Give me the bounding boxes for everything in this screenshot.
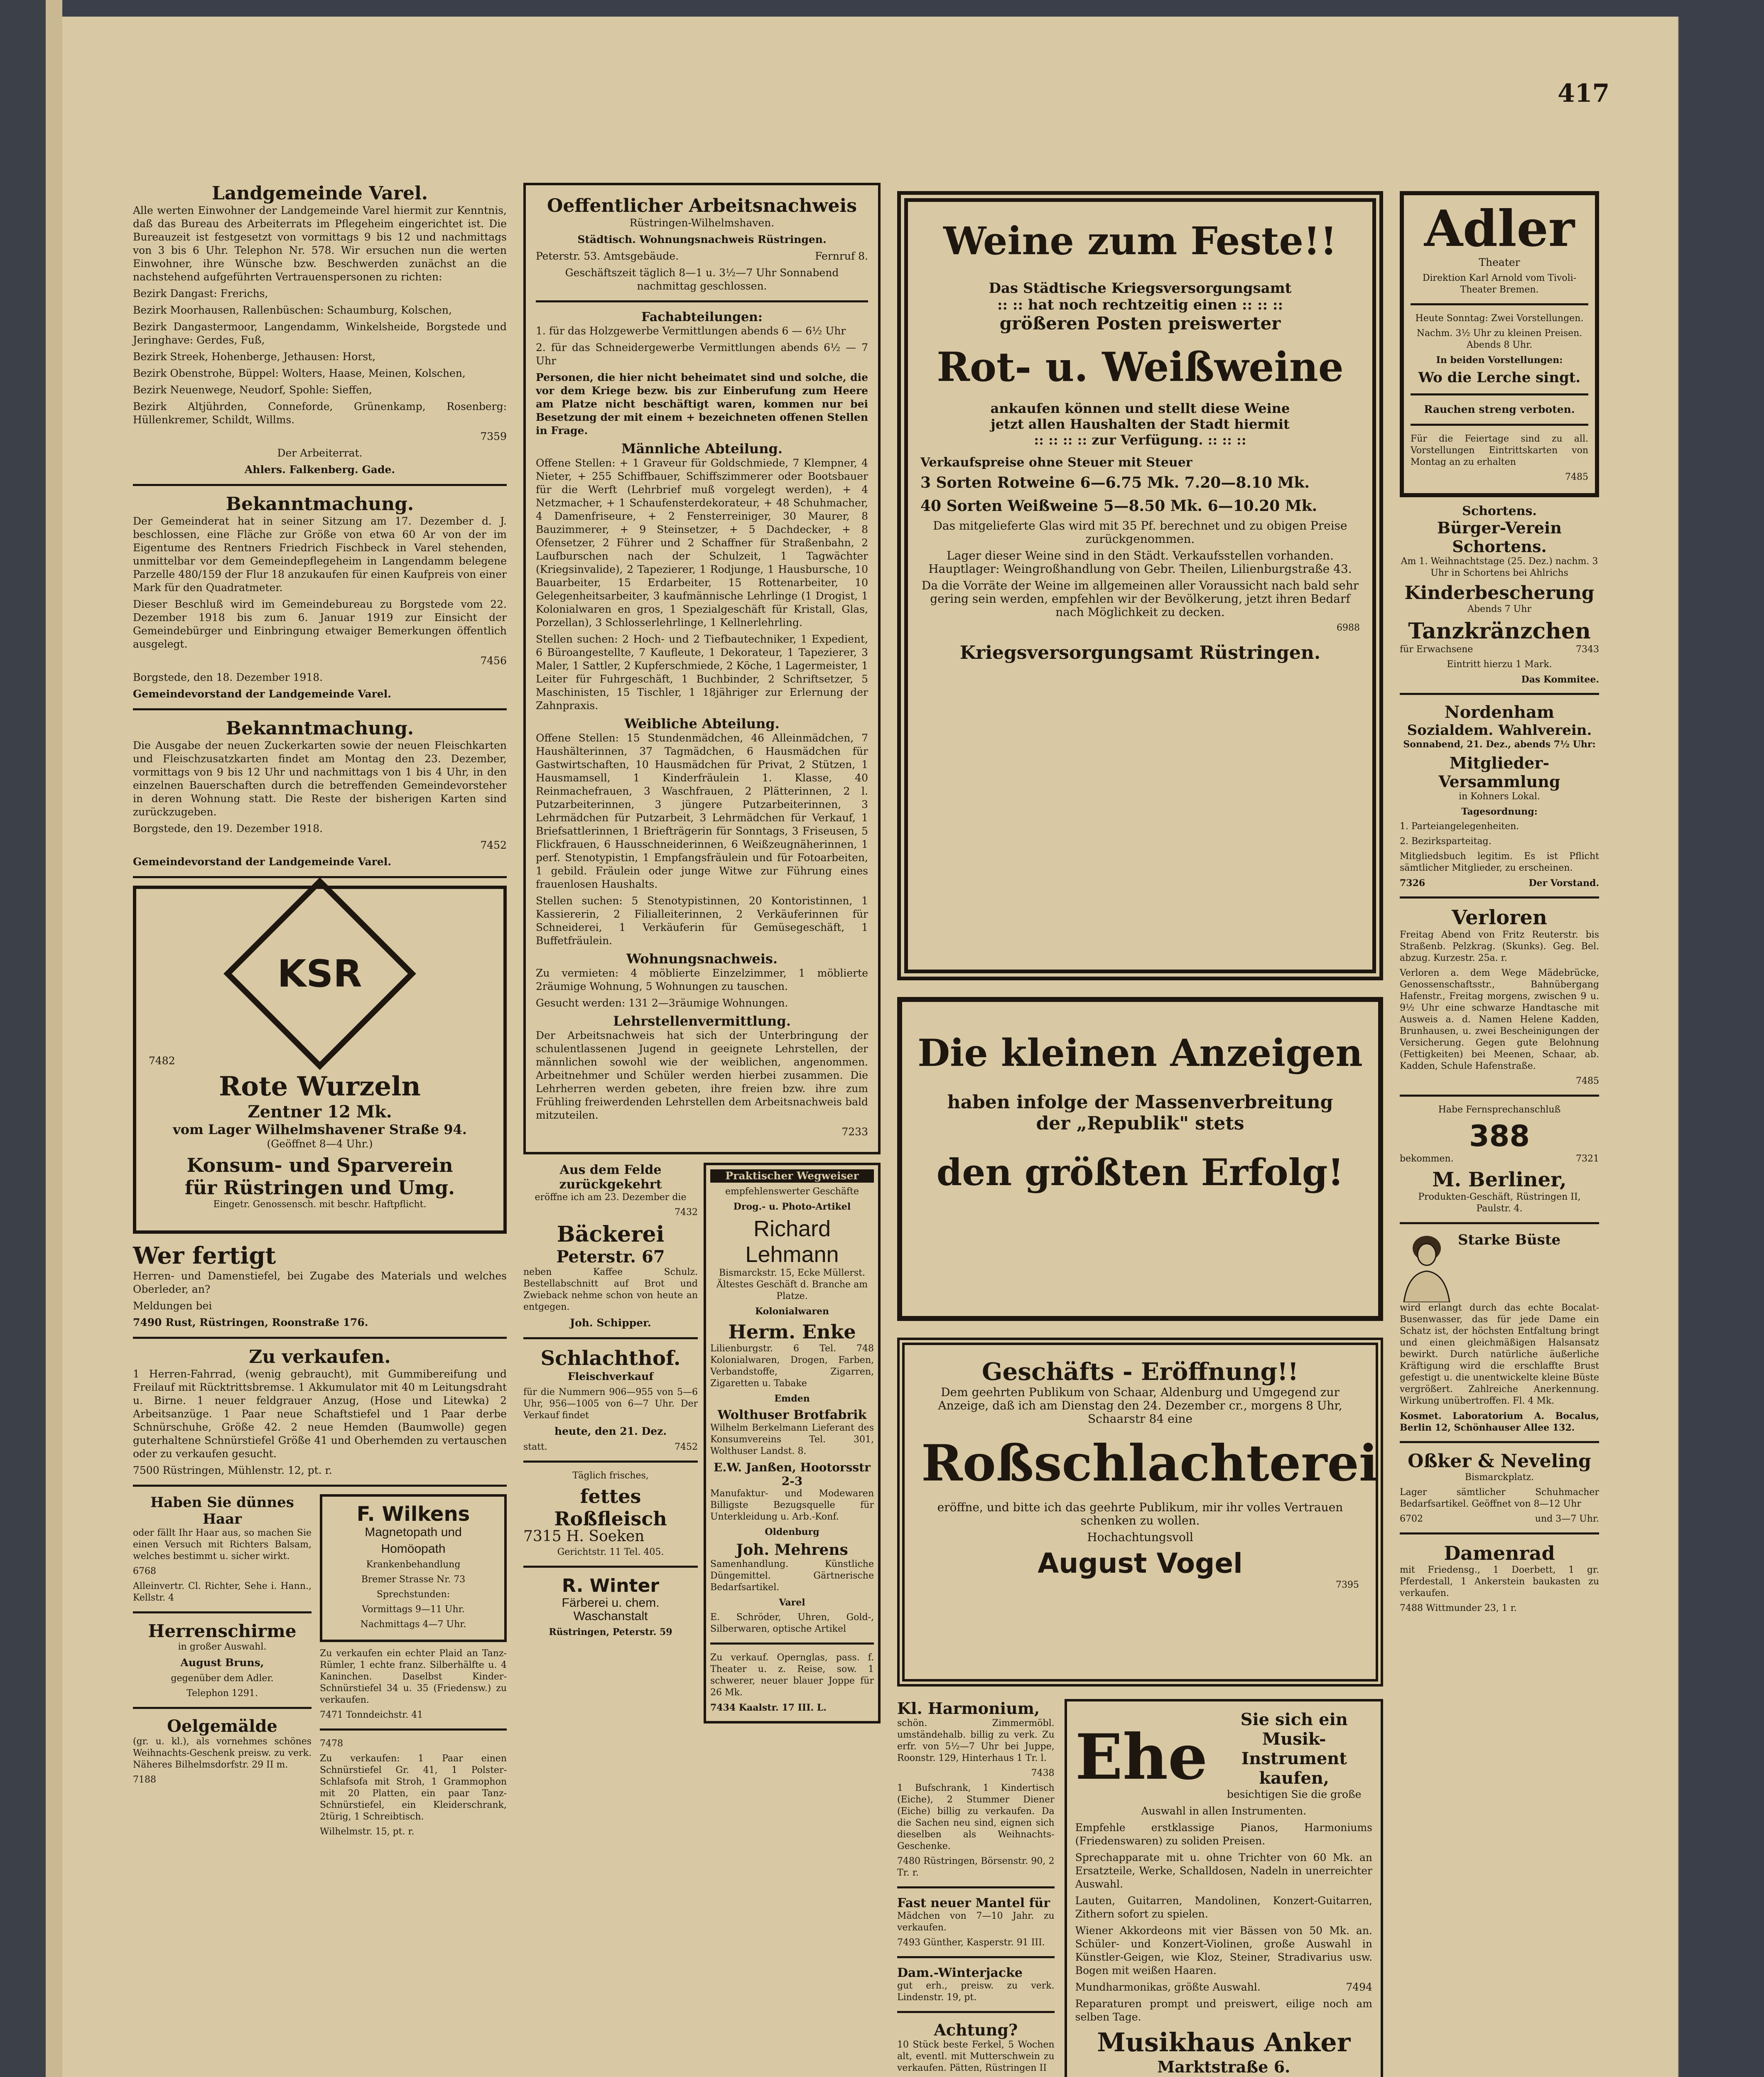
col2-bottom <box>523 1163 881 1723</box>
bek1-date: Borgstede, den 18. Dezember 1918. <box>133 671 323 683</box>
divider <box>133 484 507 486</box>
kh2-ref: 7480 <box>897 1856 920 1866</box>
divider <box>133 1337 507 1339</box>
fm-ref: 7493 <box>897 1937 920 1948</box>
zv3-addr: Wilhelmstr. 15, pt. r. <box>320 1827 415 1837</box>
bk-name: Joh. Schipper. <box>570 1317 651 1329</box>
sb-title: Starke Büste <box>1458 1232 1561 1248</box>
divider <box>897 1956 1055 1958</box>
mb-name: M. Berliner, <box>1432 1168 1567 1191</box>
pw-kol: Kolonialwaren <box>755 1306 829 1317</box>
divider <box>1400 693 1599 695</box>
adler-theater-ad <box>1400 191 1599 497</box>
ge-name: August Vogel <box>1038 1547 1243 1579</box>
ge-text: Dem geehrten Publikum von Schaar, Aldenburg und Umgegend zur Anzeige, daß ich am Dienstag den 24. Dezember cr., morgens 8 Uhr, Schaarstr 84 eine <box>938 1385 1342 1426</box>
oa-office: Städtisch. Wohnungsnachweis Rüstringen. <box>577 233 827 246</box>
og-ref: 7188 <box>133 1775 156 1785</box>
ad-ref: 7485 <box>1565 472 1588 482</box>
pw-photo: Drog.- u. Photo-Artikel <box>733 1201 851 1212</box>
ehe-l3: Sprechapparate mit u. ohne Trichter von 60 Mk. an Ersatzteile, Werke, Schalldosen, Nadeln in unerreichter Auswahl. <box>1075 1851 1372 1890</box>
landgemeinde-title: Landgemeinde Varel. <box>211 183 428 204</box>
bek1-sign: Gemeindevorstand der Landgemeinde Varel. <box>133 688 392 700</box>
pw-emd: Emden <box>774 1393 810 1404</box>
wohn-ges: Gesucht werden: 131 2—3räumige Wohnungen. <box>536 997 788 1009</box>
ehe-l7: Reparaturen prompt und preiswert, eilige noch am selben Tage. <box>1075 1998 1372 2023</box>
fw-addr: Bremer Strasse Nr. 73 <box>361 1574 466 1585</box>
wohn-verm: Zu vermieten: 4 möblierte Einzelzimmer, 1 möblierte 2räumige Wohnung, 5 Wohnungen zu tauschen. <box>536 967 868 992</box>
ft-sub: bekommen. <box>1400 1154 1454 1164</box>
wz-ref: 6988 <box>1337 623 1360 633</box>
hs-addr: gegenüber dem Adler. <box>171 1673 274 1684</box>
nd-order: Tagesordnung: <box>1461 806 1538 817</box>
hs-name: August Bruns, <box>180 1657 264 1669</box>
nd-title: Nordenham <box>1444 702 1555 722</box>
rf-addr: Gerichtstr. 11 Tel. 405. <box>557 1547 664 1557</box>
konsumverein-logo-icon <box>223 877 416 1070</box>
rw2-sub: Färberei u. chem. Waschanstalt <box>562 1596 660 1623</box>
page-number: 417 <box>1558 79 1610 108</box>
nd-ref: 7326 <box>1400 878 1425 889</box>
rw2-name: R. Winter <box>562 1575 660 1596</box>
rote-wurzeln-ad <box>133 886 507 1234</box>
female-offen: Offene Stellen: 15 Stundenmädchen, 46 Alleinmädchen, 7 Haushälterinnen, 37 Tagmädchen, 6 Hausmädchen für Gastwirtschaften, 10 Hausmädchen für Privat, 2 Stützen, 1 Hausmamsell, 1 Kinderfräulein 1. Klasse, 40 Reinmachefrauen, 3 Waschfrauen, 2 Plätterinnen, 2 l. Putzarbeiterinnen, 3 jüngere Putzarbeiterinnen, 3 Lehrmädchen für Putzarbeit, 3 Lehrmädchen für Verkauf, 1 Briefsattlerinnen, 1 Briefträgerin für Sonntags, 3 Friseusen, 5 Flickfrauen, 6 Hausschneiderinnen, 6 Weißzeugnäherinnen, 1 perf. Stenotypistin, 1 Empfangsfräulein und für Fotoarbeiten, 1 gebild. Fräulein oder junge Witwe zur Führung eines frauenlosen Haushalts. <box>536 732 868 890</box>
vl-text1: Freitag Abend von Fritz Reuterstr. bis Straßenb. Pelzkrag. (Skunks). Geg. Bel. abzug. Kurzestr. 25a. r. <box>1400 930 1599 963</box>
ad-dir: Direktion Karl Arnold vom Tivoli-Theater Bremen. <box>1422 273 1577 295</box>
lehr-ref: 7233 <box>842 1126 868 1138</box>
bk-addr: Peterstr. 67 <box>556 1247 665 1267</box>
wz-p1: 3 Sorten Rotweine 6—6.75 Mk. 7.20—8.10 Mk. <box>920 474 1310 491</box>
divider <box>523 1461 698 1463</box>
zu-verkaufen-ad <box>133 1346 507 1477</box>
divider <box>1400 1222 1599 1224</box>
bk-title: Bäckerei <box>557 1222 665 1247</box>
sb-text: wird erlangt durch das echte Bocalat-Busenwasser, das für jede Dame ein Schatz ist, der höchsten Entfaltung bringt und einen gleichmäßigen Halsansatz bewirkt. Durch natürliche äußerliche Kräftigung wird die erschlaffte Brust gefestigt u. die unentwickelte kleine Büste vergrößert. Zahlreiche Anerkennung. Wirkung unübertroffen. Fl. 4 Mk. <box>1400 1303 1599 1406</box>
on-text: Lager sämtlicher Schuhmacher Bedarfsartikel. Geöffnet von 8—12 Uhr <box>1400 1487 1599 1509</box>
wohn-title: Wohnungsnachweis. <box>626 951 778 967</box>
ehe-big: Ehe <box>1075 1721 1208 1794</box>
pw-jm-text: Samenhandlung. Künstliche Düngemittel. Gärtnerische Bedarfsartikel. <box>710 1559 874 1593</box>
divider <box>320 1728 507 1731</box>
ad-play: Wo die Lerche singt. <box>1418 369 1581 386</box>
rf-ref: 7315 <box>523 1528 562 1545</box>
wz-t3: Da die Vorräte der Weine im allgemeinen aller Voraussicht nach bald sehr gering sein werden, empfehlen wir der Bevölkerung, jetzt ihren Bedarf nach Möglichkeit zu decken. <box>921 579 1359 619</box>
divider <box>1411 424 1588 426</box>
wz-l6: :: :: :: :: zur Verfügung. :: :: :: <box>1034 432 1246 448</box>
column-1 <box>133 183 507 1841</box>
fm-addr: Günther, Kasperstr. 91 III. <box>923 1937 1045 1948</box>
bekanntmachung-1 <box>133 493 507 701</box>
feld-text: eröffne ich am 23. Dezember die <box>535 1192 687 1203</box>
sc-time: Abends 7 Uhr <box>1467 604 1531 614</box>
ge-ref: 7395 <box>1336 1580 1359 1590</box>
bezirk-0: Bezirk Dangast: Frerichs, <box>133 287 268 300</box>
kh-title: Kl. Harmonium, <box>897 1699 1040 1718</box>
sc-title: Bürger-Verein Schortens. <box>1437 518 1562 556</box>
ge-title: Geschäfts - Eröffnung!! <box>981 1358 1299 1386</box>
col1-bottom-block <box>133 1494 507 1841</box>
arbeiterrat-names: Ahlers. Falkenberg. Gade. <box>244 464 395 476</box>
ad-times: Nachm. 3½ Uhr zu kleinen Preisen. Abends 8 Uhr. <box>1416 328 1582 350</box>
ad-both: In beiden Vorstellungen: <box>1436 355 1563 366</box>
newspaper-page <box>62 17 1679 2077</box>
musikhaus-ad <box>1065 1699 1383 2077</box>
landgemeinde-ref: 7359 <box>480 430 507 442</box>
pw-var: Varel <box>779 1597 805 1608</box>
rf-title: fettes Roßfleisch <box>554 1485 667 1530</box>
og-title: Oelgemälde <box>167 1716 277 1736</box>
feld-ref: 7432 <box>675 1207 698 1218</box>
on-sub: Bismarckplatz. <box>1465 1472 1534 1483</box>
zv2-addr: Tonndeichstr. 41 <box>346 1710 423 1720</box>
dw-text: gut erh., preisw. zu verk. Lindenstr. 19, pt. <box>897 1981 1055 2003</box>
sc-dance: Tanzkränzchen <box>1408 619 1591 644</box>
wf-text: Herren- und Damenstiefel, bei Zugabe des Materials und welches Oberleder, an? <box>133 1270 507 1295</box>
rw-hours: (Geöffnet 8—4 Uhr.) <box>267 1138 373 1150</box>
wilkens-ad <box>320 1494 507 1642</box>
ehe-header-text <box>1216 1710 1372 1804</box>
ad-note: Für die Feiertage sind zu all. Vorstellungen Eintrittskarten von Montag an zu erhalten <box>1411 434 1588 467</box>
pw-jm: Joh. Mehrens <box>736 1541 848 1559</box>
wegweiser-box <box>704 1163 881 1723</box>
pw-var-text: E. Schröder, Uhren, Gold-, Silberwaren, optische Artikel <box>710 1612 874 1634</box>
ehe-l5: Wiener Akkordeons mit vier Bässen von 50 Mk. an. Schüler- und Konzert-Violinen, große Auswahl in Künstler-Geigen, wie Kloz, Steiner, Stradivarius usw. Bogen mit weißen Haaren. <box>1075 1925 1372 1976</box>
pw-wb: Wolthuser Brotfabrik <box>717 1408 867 1422</box>
page-edge <box>46 0 62 2077</box>
male-suchen: Stellen suchen: 2 Hoch- und 2 Tiefbautechniker, 1 Expedient, 6 Büroangestellte, 7 Kaufleute, 1 Dekorateur, 1 Tapezierer, 3 Maler, 1 Sattler, 2 Kupferschmiede, 2 Köche, 1 Lagermeister, 1 Leiter für Fuhrgeschäft, 1 Buchbinder, 2 Schriftsetzer, 5 Maschinisten, 15 Tischler, 1 18jähriger zur Erlernung der Zahnpraxis. <box>536 633 868 712</box>
zv-text: 1 Herren-Fahrrad, (wenig gebraucht), mit Gummibereifung und Freilauf mit Rücktrittsbremse. 1 Akkumulator mit 40 m Leitungsdraht u. Birne. 1 neuer feldgrauer Anzug, (Hose und Litewka) 2 Arbeitsanzüge. 1 Paar neue Schaftstiefel und 1 Paar derbe Schnürschuhe, Größe 42. 2 neue Hemden (Baumwolle) gegen guterhaltene Schnürstiefel Größe 41 und Oberhemden zu vertauschen oder zu verkaufen gesucht. <box>133 1368 507 1460</box>
fw-hours2: Nachmittags 4—7 Uhr. <box>360 1619 466 1630</box>
wz-sign: Kriegsversorgungsamt Rüstringen. <box>959 642 1321 663</box>
kh-ref: 7438 <box>1031 1768 1055 1778</box>
bek2-text: Die Ausgabe der neuen Zuckerkarten sowie der neuen Fleischkarten und Fleischzusatzkarten findet am Montag den 23. Dezember, vormittags von 9 bis 12 Uhr und nachmittags von 1 bis 4 Uhr, in den einzelnen Bauerschaften durch die betreffenden Gemeindevorsteher in deren Wohnung statt. Die Reste der bisherigen Karten sind zurückzugeben. <box>133 739 507 818</box>
buste-ad <box>1400 1232 1599 1302</box>
divider <box>1411 393 1588 395</box>
pw-rl-addr: Bismarckstr. 15, Ecke Müllerst. Ältestes Geschäft d. Branche am Platze. <box>716 1268 868 1301</box>
pw-sub: empfehlenswerter Geschäfte <box>725 1186 859 1197</box>
ge-main: Roßschlachterei <box>921 1434 1378 1493</box>
ka-title: Die kleinen Anzeigen <box>918 1031 1363 1075</box>
male-title: Männliche Abteilung. <box>621 441 783 457</box>
bek2-date: Borgstede, den 19. Dezember 1918. <box>133 822 323 835</box>
ehe-l6: Mundharmonikas, größte Auswahl. <box>1075 1981 1261 1993</box>
zv3-text: Zu verkaufen: 1 Paar einen Schnürstiefel Gr. 41, 1 Polster-Schlafsofa mit Stroh, 1 Grammophon mit 20 Platten, ein paar Tanz-Schnürstiefel, ein Kleiderschrank, 2türig, 1 Schreibtisch. <box>320 1753 507 1822</box>
kleine-anzeigen-ad <box>897 997 1383 1321</box>
ehe-header <box>1075 1710 1372 1804</box>
pw-addr: Kaalstr. 17 III. L. <box>738 1702 827 1713</box>
sc-text: Am 1. Weihnachtstage (25. Dez.) nachm. 3 Uhr in Schortens bei Ahlrichs <box>1401 556 1598 578</box>
pw-old: Oldenburg <box>765 1527 819 1537</box>
bek1-title: Bekanntmachung. <box>226 493 414 515</box>
zv-ref: 7500 <box>133 1464 159 1476</box>
fach-1: 1. für das Holzgewerbe Vermittlungen abends 6 — 6½ Uhr <box>536 325 846 337</box>
pw-jj-text: Manufaktur- und Modewaren Billigste Bezugsquelle für Unterkleidung u. Arb.-Konf. <box>710 1488 874 1522</box>
sc-for: für Erwachsene <box>1400 644 1473 655</box>
sh-sub: Fleischverkauf <box>567 1370 654 1382</box>
ka-l3: den größten Erfolg! <box>936 1151 1344 1194</box>
wz-t1: Das mitgelieferte Glas wird mit 35 Pf. berechnet und zu obigen Preise zurückgenommen. <box>933 519 1347 546</box>
ft-text: Habe Fernsprechanschluß <box>1438 1105 1561 1115</box>
arbeiterrat-label: Der Arbeiterrat. <box>277 447 363 459</box>
bek1-ref: 7456 <box>480 655 507 667</box>
wf-title: Wer fertigt <box>133 1242 276 1269</box>
column-4 <box>1400 191 1599 1618</box>
divider <box>133 708 507 710</box>
bk-text: neben Kaffee Schulz. Bestellabschnitt auf Brot und Zwieback nehme schon von heute an entgegen. <box>523 1267 698 1312</box>
hh-title: Haben Sie dünnes Haar <box>150 1494 294 1527</box>
pw-zv: Zu verkauf. Opernglas, pass. f. Theater u. z. Reise, sow. 1 schwerer, neuer blauer Joppe für 26 Mk. <box>710 1652 874 1698</box>
sc-ref: 7343 <box>1576 644 1599 655</box>
ge-greet: Hochachtungsvoll <box>1087 1530 1193 1544</box>
woman-portrait-icon <box>1400 1232 1454 1302</box>
fw-hours1: Vormittags 9—11 Uhr. <box>362 1604 465 1615</box>
pw-head: Praktischer Wegweiser <box>710 1169 874 1183</box>
bekanntmachung-2 <box>133 718 507 869</box>
column-2 <box>523 183 881 1723</box>
bek2-title: Bekanntmachung. <box>226 718 414 739</box>
wer-fertigt-ad <box>133 1242 507 1329</box>
pw-he-addr: Lilienburgstr. 6 Tel. 748 Kolonialwaren, Drogen, Farben, Verbandstoffe, Zigarren, Zigaretten u. Tabake <box>710 1343 874 1389</box>
divider <box>897 1886 1055 1888</box>
lehr-text: Der Arbeitsnachweis hat sich der Unterbringung der schulentlassenen Jugend in geeignete Lehrstellen, der männlichen sowohl wie der weiblichen, angenommen. Arbeitnehmer und Schüler werden hierbei zusammen. Die Lehrherren werden gebeten, ihre freien bzw. ihre zum Frühling freiwerdenden Lehrstellen dem Arbeitsnachweis bald mitzuteilen. <box>536 1029 868 1121</box>
divider <box>133 1485 507 1487</box>
rw-note: Eingetr. Genossensch. mit beschr. Haftpflicht. <box>213 1199 427 1210</box>
lehr-title: Lehrstellenvermittlung. <box>613 1013 791 1029</box>
ehe-sub: besichtigen Sie die große <box>1227 1788 1362 1800</box>
hs-tel: Telephon 1291. <box>186 1688 258 1699</box>
fw-role3: Krankenbehandlung <box>366 1559 461 1570</box>
zv2-ref: 7471 <box>320 1710 343 1720</box>
female-suchen: Stellen suchen: 5 Stenotypistinnen, 20 Kontoristinnen, 1 Kassiererin, 2 Filialleiterinnen, 2 Verkäuferinnen für Schneiderei, 1 Verkäuferin für Gemüsegeschäft, 1 Buffetfräulein. <box>536 895 868 947</box>
rw-org1: Konsum- und Sparverein <box>186 1154 453 1176</box>
female-title: Weibliche Abteilung. <box>624 716 780 732</box>
pw-jj: E.W. Janßen, Hootorsstr 2-3 <box>714 1461 871 1488</box>
nd-sign: Der Vorstand. <box>1528 878 1599 889</box>
divider <box>523 1566 698 1568</box>
ft-ref: 7321 <box>1576 1154 1599 1164</box>
fach-2: 2. für das Schneidergewerbe Vermittlungen abends 6½ — 7 Uhr <box>536 341 868 367</box>
col3-bottom-left <box>897 1699 1055 2077</box>
male-offen: Offene Stellen: + 1 Graveur für Goldschmiede, 7 Klempner, 4 Nieter, + 255 Schiffbauer, Schiffszimmerer oder Bootsbauer für die Werft (Lehrbrief muß vorgelegt werden), + 4 Netzmacher, + 1 Schaufensterdekorateur, + 48 Schuhmacher, 4 Damenfriseure, + 2 Fensterreiniger, 30 Maurer, 8 Bauzimmerer, + 9 Steinsetzer, + 5 Dachdecker, + 8 Ofensetzer, 2 Führer und 2 Schaffner für Straßenbahn, 2 Laufburschen nach der Schulzeit, 1 Tagwächter (Kriegsinvalide), 2 Tapezierer, 1 Rodjunge, 1 Hausbursche, 10 Bauarbeiter, 15 Erdarbeiter, 15 Rottenarbeiter, 10 Gelegenheitsarbeiter, 3 kaufmännische Lehrlinge (1 Drogist, 1 Kolonialwaren en gros, 1 Spezialgeschäft für Kristall, Glas, Porzellan), 3 Schlosserlehrlinge, 1 Kellnerlehrling. <box>536 457 868 629</box>
bezirk-1: Bezirk Moorhausen, Rallenbüschen: Schaumburg, Kolschen, <box>133 304 452 316</box>
rw-price: Zentner 12 Mk. <box>248 1102 392 1122</box>
fm-title: Fast neuer Mantel für <box>897 1896 1050 1910</box>
rw-org2: für Rüstringen und Umg. <box>184 1176 455 1199</box>
sc-sign: Das Kommitee. <box>1521 674 1599 685</box>
ac-title: Achtung? <box>934 2021 1018 2039</box>
ad-today: Heute Sonntag: Zwei Vorstellungen. <box>1415 313 1584 324</box>
wz-l1: Das Städtische Kriegsversorgungsamt <box>989 280 1292 297</box>
hh-text: oder fällt Ihr Haar aus, so machen Sie einen Versuch mit Richters Balsam, welches bestimmt u. sicher wirkt. <box>133 1528 312 1561</box>
on-ref: 6702 <box>1400 1514 1423 1524</box>
divider <box>133 1707 312 1709</box>
weine-ad <box>897 191 1383 980</box>
dr-addr: Wittmunder 23, 1 r. <box>1426 1603 1517 1613</box>
wz-price-head: Verkaufspreise ohne Steuer mit Steuer <box>920 455 1192 470</box>
kh2-text: 1 Bufschrank, 1 Kindertisch (Eiche), 2 Stummer Diener (Eiche) billig zu verkaufen. Da die Sachen neu sind, eignen sich dieselben als Weihnachts-Geschenke. <box>897 1783 1055 1851</box>
sb-addr: Kosmet. Laboratorium A. Bocalus, Berlin 12, Schönhauser Allee 132. <box>1400 1411 1599 1433</box>
nd-3: Mitgliedsbuch legitim. Es ist Pflicht sämtlicher Mitglieder, zu erscheinen. <box>1400 851 1599 873</box>
pw-ref: 7434 <box>710 1702 736 1713</box>
bezirk-5: Bezirk Neuenwege, Neudorf, Spohle: Sieffen, <box>133 384 372 396</box>
wz-l4: ankaufen können und stellt diese Weine <box>990 400 1290 416</box>
ad-smoke: Rauchen streng verboten. <box>1424 403 1575 415</box>
dw-title: Dam.-Winterjacke <box>897 1966 1023 1980</box>
dr-text: mit Friedensg., 1 Doerbett, 1 gr. Pferdestall, 1 Ankerstein baukasten zu verkaufen. <box>1400 1565 1599 1598</box>
oa-tel: Fernruf 8. <box>815 250 868 262</box>
oa-hours: Geschäftszeit täglich 8—1 u. 3½—7 Uhr Sonnabend nachmittag geschlossen. <box>565 267 839 292</box>
col2-bottom-left <box>523 1163 698 1723</box>
pw-wb-addr: Wilhelm Berkelmann Lieferant des Konsumvereins Tel. 301, Wolthuser Landst. 8. <box>710 1423 874 1456</box>
fw-hours-label: Sprechstunden: <box>376 1589 450 1600</box>
wz-l2: :: :: hat noch rechtzeitig einen :: :: :: <box>997 297 1283 313</box>
rw-title: Rote Wurzeln <box>219 1071 421 1102</box>
divider <box>1400 1441 1599 1443</box>
vl-title: Verloren <box>1452 906 1547 929</box>
ehe-l4: Lauten, Guitarren, Mandolinen, Konzert-Guitarren, Zithern sofort zu spielen. <box>1075 1895 1372 1920</box>
wz-title: Weine zum Feste!! <box>943 219 1337 263</box>
zv-addr: Rüstringen, Mühlenstr. 12, pt. r. <box>162 1464 332 1476</box>
ehe-name: Musikhaus Anker <box>1097 2027 1351 2057</box>
og-text: (gr. u. kl.), als vornehmes schönes Weihnachts-Geschenk preisw. zu verk. Näheres Bilhelmsdorfstr. 29 II m. <box>133 1736 312 1770</box>
logo-text: KSR <box>277 952 362 996</box>
arbeitsnachweis-box <box>523 183 881 1154</box>
vl-ref: 7485 <box>1576 1076 1599 1086</box>
kh2-addr: Rüstringen, Börsenstr. 90, 2 Tr. r. <box>897 1856 1055 1878</box>
bek1-text2: Dieser Beschluß wird im Gemeindebureau zu Borgstede vom 22. Dezember 1918 bis zum 6. Januar 1919 zur Einsicht der Gemeindebürger und Einbringung etwaiger Bemerkungen öffentlich ausgelegt. <box>133 598 507 650</box>
buste-text-block <box>1458 1232 1599 1302</box>
ehe-ref: 7494 <box>1346 1981 1372 1993</box>
wz-t2: Lager dieser Weine sind in den Städt. Verkaufsstellen vorhanden. Hauptlager: Weingroßhandlung von Gebr. Theilen, Lilienburgstraße 43. <box>928 549 1352 576</box>
bek2-ref: 7452 <box>480 839 507 851</box>
book-binding <box>0 0 62 2077</box>
sc-fee: Eintritt hierzu 1 Mark. <box>1447 659 1552 670</box>
col1-bottom-right <box>320 1494 507 1841</box>
column-3 <box>897 191 1383 2077</box>
wz-l5: jetzt allen Haushalten der Stadt hiermit <box>991 416 1290 432</box>
wz-main: Rot- u. Weißweine <box>937 344 1344 390</box>
sh-end: statt. <box>523 1442 547 1452</box>
oa-sub: Rüstringen-Wilhelmshaven. <box>629 217 775 229</box>
divider <box>897 2011 1055 2013</box>
rw2-addr: Rüstringen, Peterstr. 59 <box>549 1627 672 1638</box>
divider <box>536 300 868 302</box>
wz-l3: größeren Posten preiswerter <box>999 313 1281 334</box>
ft-num: 388 <box>1469 1119 1530 1153</box>
on-time: und 3—7 Uhr. <box>1535 1514 1599 1524</box>
rw-from: vom Lager Wilhelmshavener Straße 94. <box>173 1122 467 1137</box>
hs-sub: in großer Auswahl. <box>178 1642 267 1652</box>
wz-p2: 40 Sorten Weißweine 5—8.50 Mk. 6—10.20 Mk. <box>920 497 1317 515</box>
ge-text2: eröffne, und bitte ich das geehrte Publikum, mir ihr volles Vertrauen schenken zu wollen. <box>937 1500 1343 1527</box>
col1-bottom-left <box>133 1494 312 1841</box>
fach-title: Fachabteilungen: <box>641 310 763 324</box>
bek1-text: Der Gemeinderat hat in seiner Sitzung am 17. Dezember d. J. beschlossen, eine Fläche zur Größe von etwa 60 Ar von der im Eigentume des Rentners Friedrich Fischbeck in Varel stehenden, unmittelbar vor dem Gemeindepflegeheim in Langendamm belegene Parzelle 480/159 der Flur 18 anzukaufen für einen Kaufpreis von einer Mark für den Quadratmeter. <box>133 515 507 594</box>
zv3-ref: 7478 <box>320 1738 343 1749</box>
rossschlachterei-ad <box>897 1338 1383 1687</box>
hh-addr: Alleinvertr. Cl. Richter, Sehe i. Hann., Kellstr. 4 <box>133 1581 312 1603</box>
fw-role2: Homöopath <box>381 1542 446 1556</box>
fw-role1: Magnetopath und <box>365 1525 462 1539</box>
sh-date: heute, den 21. Dez. <box>554 1425 667 1437</box>
ka-l2: der „Republik" stets <box>1036 1113 1244 1134</box>
pw-he: Herm. Enke <box>728 1321 856 1343</box>
dr-title: Damenrad <box>1444 1542 1555 1564</box>
pw-rl: Richard Lehmann <box>745 1216 839 1267</box>
divider <box>710 1642 874 1645</box>
ad-title: Adler <box>1424 199 1575 258</box>
nd-2: 2. Bezirksparteitag. <box>1400 836 1492 847</box>
ad-sub: Theater <box>1479 256 1520 268</box>
fw-name: F. Wilkens <box>356 1503 470 1526</box>
divider <box>1400 1532 1599 1534</box>
ehe-l2: Empfehle erstklassige Pianos, Harmoniums (Friedenswaren) zu soliden Preisen. <box>1075 1822 1372 1847</box>
ehe-addr: Marktstraße 6. <box>1157 2057 1290 2076</box>
zv-title: Zu verkaufen. <box>249 1346 391 1367</box>
kh-text: schön. Zimmermöbl. umständehalb. billig zu verk. Zu erfr. von 5½—7 Uhr bei Juppe, Roonstr. 129, Hinterhaus 1 Tr. l. <box>897 1718 1055 1763</box>
landgemeinde-notice <box>133 183 507 476</box>
dr-ref: 7488 <box>1400 1603 1423 1613</box>
bezirk-3: Bezirk Streek, Hohenberge, Jethausen: Horst, <box>133 351 376 363</box>
rf-pre: Täglich frisches, <box>572 1471 649 1481</box>
nd-sub: Sozialdem. Wahlverein. <box>1407 722 1592 739</box>
mb-sub: Produkten-Geschäft, Rüstringen II, Paulstr. 4. <box>1418 1192 1581 1214</box>
ehe-head: Sie sich ein Musik-Instrument kaufen, <box>1240 1710 1348 1788</box>
hh-ref: 6768 <box>133 1566 156 1576</box>
bezirk-4: Bezirk Obenstrohe, Büppel: Wolters, Haase, Meinen, Kolschen, <box>133 367 466 379</box>
sc-place: Schortens. <box>1462 504 1537 518</box>
rf-name: H. Soeken <box>566 1528 645 1545</box>
ehe-l1: Auswahl in allen Instrumenten. <box>1141 1805 1307 1817</box>
ac-text: 10 Stück beste Ferkel, 5 Wochen alt, eventl. mit Mutterschwein zu verkaufen. Pätten, Rüstringen II <box>897 2040 1055 2073</box>
wf-ref: 7490 <box>133 1316 162 1328</box>
divider <box>133 1611 312 1613</box>
wf-addr: Rust, Rüstringen, Roonstraße 176. <box>165 1316 368 1328</box>
col3-bottom <box>897 1699 1383 2077</box>
vl-text2: Verloren a. dem Wege Mädebrücke, Genossenschaftsstr., Bahnübergang Hafenstr., Freitag morgens, zwischen 9 u. 9½ Uhr eine schwarze Handtasche mit Ausweis a. d. Namen Helene Kadden, Brunhausen, u. zwei Bescheinigungen der Versicherung. Gegen gute Belohnung (Fettigkeiten) bei Meenen, Schaar, ab. Kadden, Schule Hafenstraße. <box>1400 968 1599 1071</box>
feld-title: Aus dem Felde zurückgekehrt <box>559 1163 662 1192</box>
on-title: Oßker & Neveling <box>1408 1451 1591 1472</box>
nd-loc: in Kohners Lokal. <box>1459 791 1540 802</box>
nd-event: Mitglieder-Versammlung <box>1438 754 1560 791</box>
zv2-text: Zu verkaufen ein echter Plaid an Tanz-Rümler, 1 echte franz. Silberhälfte u. 4 Kaninchen. Daselbst Kinder-Schnürstiefel 34 u. 35 (Friedensw.) zu verkaufen. <box>320 1648 507 1705</box>
oa-addr: Peterstr. 53. Amtsgebäude. <box>536 250 679 262</box>
bek2-sign: Gemeindevorstand der Landgemeinde Varel. <box>133 856 392 868</box>
divider <box>1400 1095 1599 1097</box>
oa-title: Oeffentlicher Arbeitsnachweis <box>547 195 857 216</box>
wf-note: Meldungen bei <box>133 1300 212 1312</box>
personen-text: Personen, die hier nicht beheimatet sind und solche, die vor dem Kriege bezw. bis zur Einberufung zum Heere am Platze nicht beschäftigt waren, kommen nur bei Besetzung der mit einem + bezeichneten offenen Stellen in Frage. <box>536 371 868 437</box>
nd-date: Sonnabend, 21. Dez., abends 7½ Uhr: <box>1403 739 1596 750</box>
sc-event: Kinderbescherung <box>1404 582 1595 604</box>
fm-text: Mädchen von 7—10 Jahr. zu verkaufen. <box>897 1911 1055 1933</box>
divider <box>523 1337 698 1339</box>
landgemeinde-text: Alle werten Einwohner der Landgemeinde Varel hiermit zur Kenntnis, daß das Bureau des Arbeiterrats im Pflegeheim eingerichtet ist. Die Bureauzeit ist festgesetzt von vormittags 9 bis 12 und nachmittags von 3 bis 6 Uhr. Telephon Nr. 578. Wir ersuchen nun die werten Einwohner, ihre Wünsche bzw. Beschwerden zunächst an die nachstehend aufgeführten Vertrauenspersonen zu richten: <box>133 204 507 283</box>
sh-text: für die Nummern 906—955 von 5—6 Uhr, 956—1005 von 6—7 Uhr. Der Verkauf findet <box>523 1387 698 1421</box>
divider <box>1400 896 1599 899</box>
hs-title: Herrenschirme <box>148 1621 297 1641</box>
bezirk-2: Bezirk Dangastermoor, Langendamm, Winkelsheide, Borgstede und Jeringhave: Gerdes, Fuß, <box>133 321 507 346</box>
rw-ref: 7482 <box>149 1055 175 1067</box>
bezirk-6: Bezirk Altjührden, Conneforde, Grünenkamp, Rosenberg: Hüllenkremer, Schildt, Willms. <box>133 400 507 426</box>
sh-title: Schlachthof. <box>540 1347 681 1370</box>
ka-l1: haben infolge der Massenverbreitung <box>947 1092 1333 1113</box>
nd-1: 1. Parteiangelegenheiten. <box>1400 821 1519 832</box>
divider <box>1411 303 1588 305</box>
sh-ref: 7452 <box>675 1442 698 1452</box>
